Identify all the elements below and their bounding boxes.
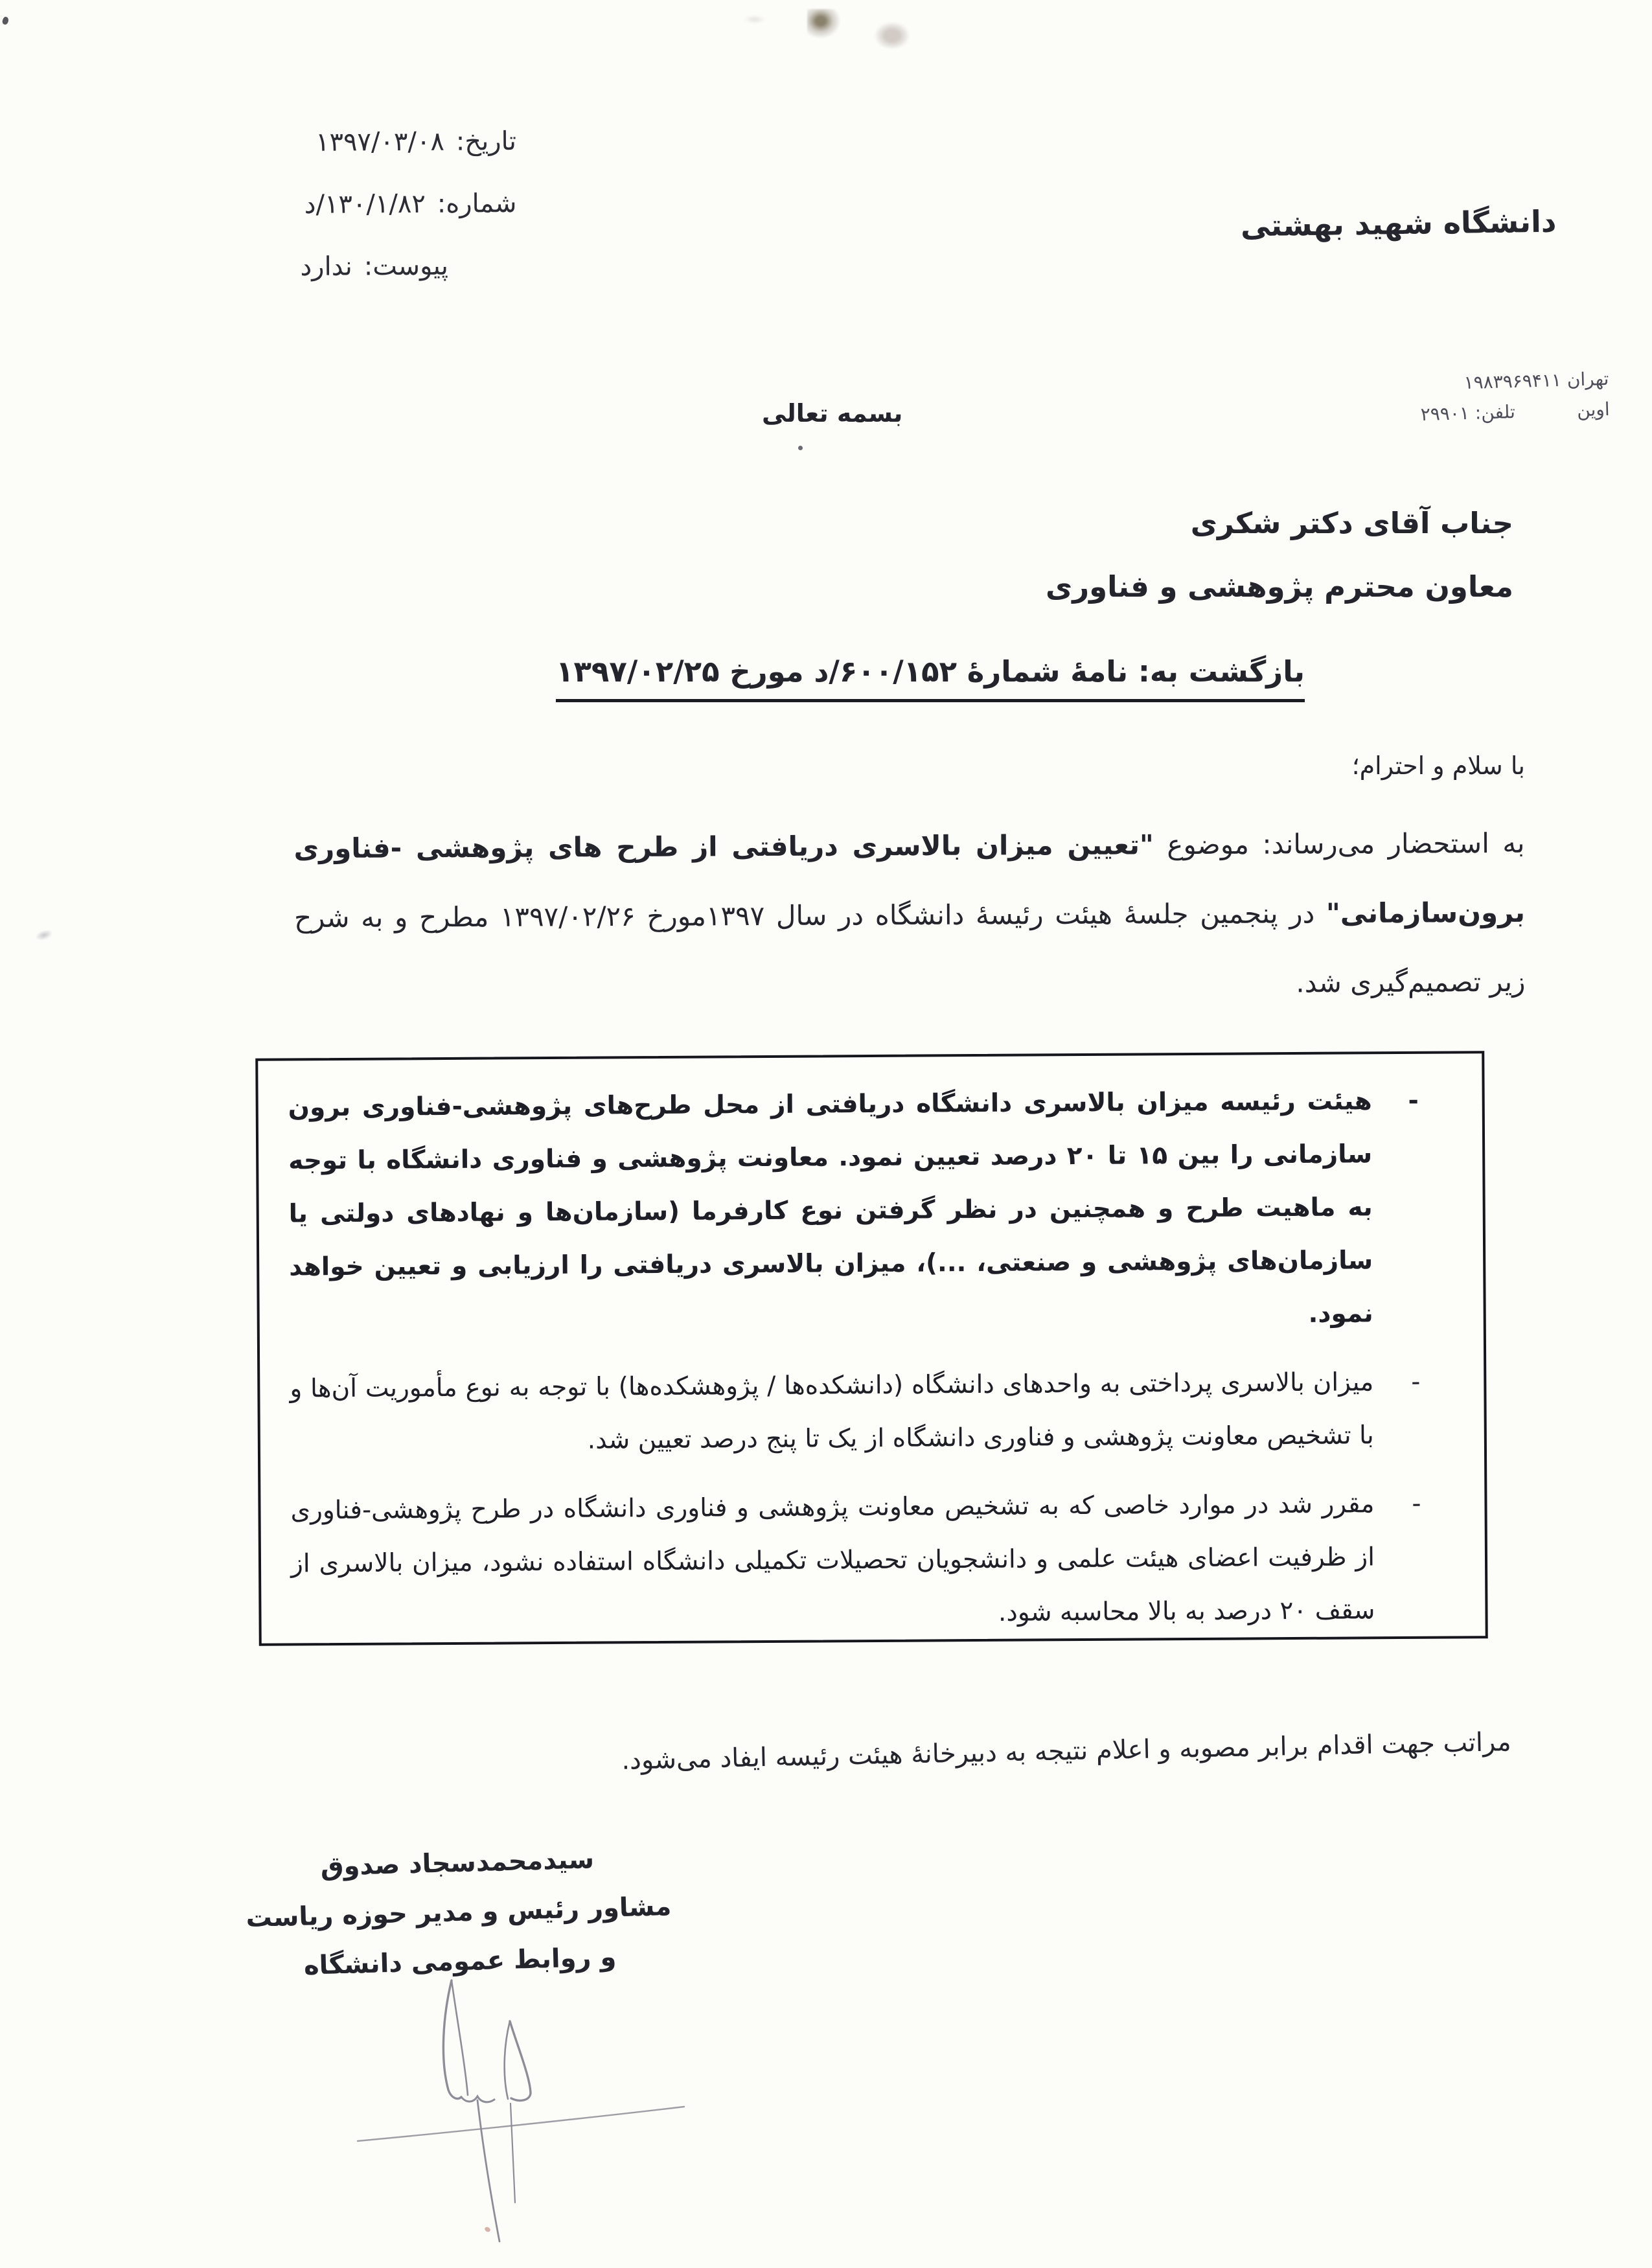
resolution-text-1: هیئت رئیسه میزان بالاسری دانشگاه دریافتی از محل طرح‌های پژوهشی-فناوری برون سازمانی را بین ۱۵ تا ۲۰ درصد تعیین نمود. معاونت پژوهشی و فناوری دانشگاه با توجه به ماهیت طرح و همچنین در نظر گرفتن نوع کارفرما (سازمان‌ها و نهادهای دولتی یا سازمان‌های پژوهشی و صنعتی، ...)، میزان بالاسری دریافتی را ارزیابی و تعیین خواهد نمود.	[288, 1086, 1373, 1329]
scan-speck-left-margin	[34, 928, 54, 943]
meta-date-row	[300, 120, 517, 164]
signatory-title-1: مشاور رئیس و مدیر حوزه ریاست	[246, 1891, 672, 1934]
subject-line: بازگشت به: نامۀ شمارۀ ۶۰۰/۱۵۲/د مورخ ۱۳۹۷/۰۲/۲۵	[556, 654, 1305, 702]
signatory-name: سیدمحمدسجاد صدوق	[320, 1844, 595, 1882]
recipient-name: جناب آقای دکتر شکری	[1190, 506, 1513, 540]
resolution-item	[290, 1478, 1421, 1644]
address-place: اوین	[1576, 398, 1611, 421]
date-label: تاریخ:	[456, 126, 517, 157]
recipient-block	[1046, 500, 1513, 610]
besmellah-heading: بسمه تعالی	[762, 399, 903, 428]
intro-prefix: به استحضار می‌رساند: موضوع	[1153, 827, 1525, 861]
scan-smudge-3	[744, 16, 766, 23]
salutation-line: با سلام و احترام؛	[1351, 751, 1525, 780]
meta-number-row	[300, 182, 517, 226]
handwritten-signature	[310, 1960, 711, 2265]
scan-smudge-2	[875, 22, 910, 49]
resolution-text-2: میزان بالاسری پرداختی به واحدهای دانشگاه (دانشکده‌ها / پژوهشکده‌ها) با توجه به نوع مأموریت آن‌ها و با تشخیص معاونت پژوهشی و فناوری دانشگاه از یک تا پنج درصد تعیین شد.	[290, 1368, 1374, 1455]
resolutions-box	[255, 1051, 1488, 1646]
university-name: دانشگاه شهید بهشتی	[1240, 203, 1557, 244]
bullet-dash: -	[1411, 1367, 1421, 1397]
attachment-label: پیوست:	[364, 251, 449, 282]
scan-speck-corner	[1, 16, 10, 25]
attachment-value: ندارد	[300, 251, 353, 282]
intro-subject-bold: "تعیین میزان بالاسری دریافتی از طرح های پژوهشی -فناوری برون‌سازمانی"	[293, 829, 1526, 930]
date-value: ۱۳۹۷/۰۳/۰۸	[315, 126, 445, 157]
meta-attachment-row	[301, 244, 518, 288]
address-phone: تلفن: ۲۹۹۰۱	[1420, 400, 1516, 426]
scan-smudge-1	[807, 9, 841, 39]
address-city-postal: تهران ۱۹۸۳۹۶۹۴۱۱	[1463, 367, 1609, 394]
bullet-dash: -	[1408, 1086, 1419, 1116]
intro-suffix: در پنجمین جلسۀ هیئت رئیسۀ دانشگاه در سال ۱۳۹۷مورخ ۱۳۹۷/۰۲/۲۶ مطرح و به شرح زیر تصمیم‌گیری شد.	[293, 897, 1526, 999]
address-phone-row	[1420, 398, 1610, 425]
resolution-text-3: مقرر شد در موارد خاصی که به تشخیص معاونت پژوهشی و فناوری دانشگاه در طرح پژوهشی-فناوری از ظرفیت اعضای هیئت علمی و دانشجویان تحصیلات تکمیلی دانشگاه استفاده نشود، میزان بالاسری از سقف ۲۰ درصد به بالا محاسبه شود.	[290, 1489, 1375, 1627]
resolution-item	[290, 1356, 1421, 1469]
closing-line: مراتب جهت اقدام برابر مصوبه و اعلام نتیجه به دبیرخانۀ هیئت رئیسه ایفاد می‌شود.	[621, 1727, 1511, 1776]
number-label: شماره:	[437, 189, 518, 219]
signatory-title-2: و روابط عمومی دانشگاه	[303, 1942, 617, 1981]
address-block	[1419, 368, 1610, 425]
bullet-dash: -	[1412, 1489, 1421, 1518]
resolution-item	[288, 1075, 1419, 1347]
number-value: ۱۳۰/۱/۸۲/د	[304, 189, 426, 220]
intro-paragraph	[293, 808, 1525, 1022]
letter-meta-block	[300, 120, 518, 308]
scan-speck-dot	[798, 446, 803, 450]
recipient-title: معاون محترم پژوهشی و فناوری	[1045, 569, 1513, 604]
